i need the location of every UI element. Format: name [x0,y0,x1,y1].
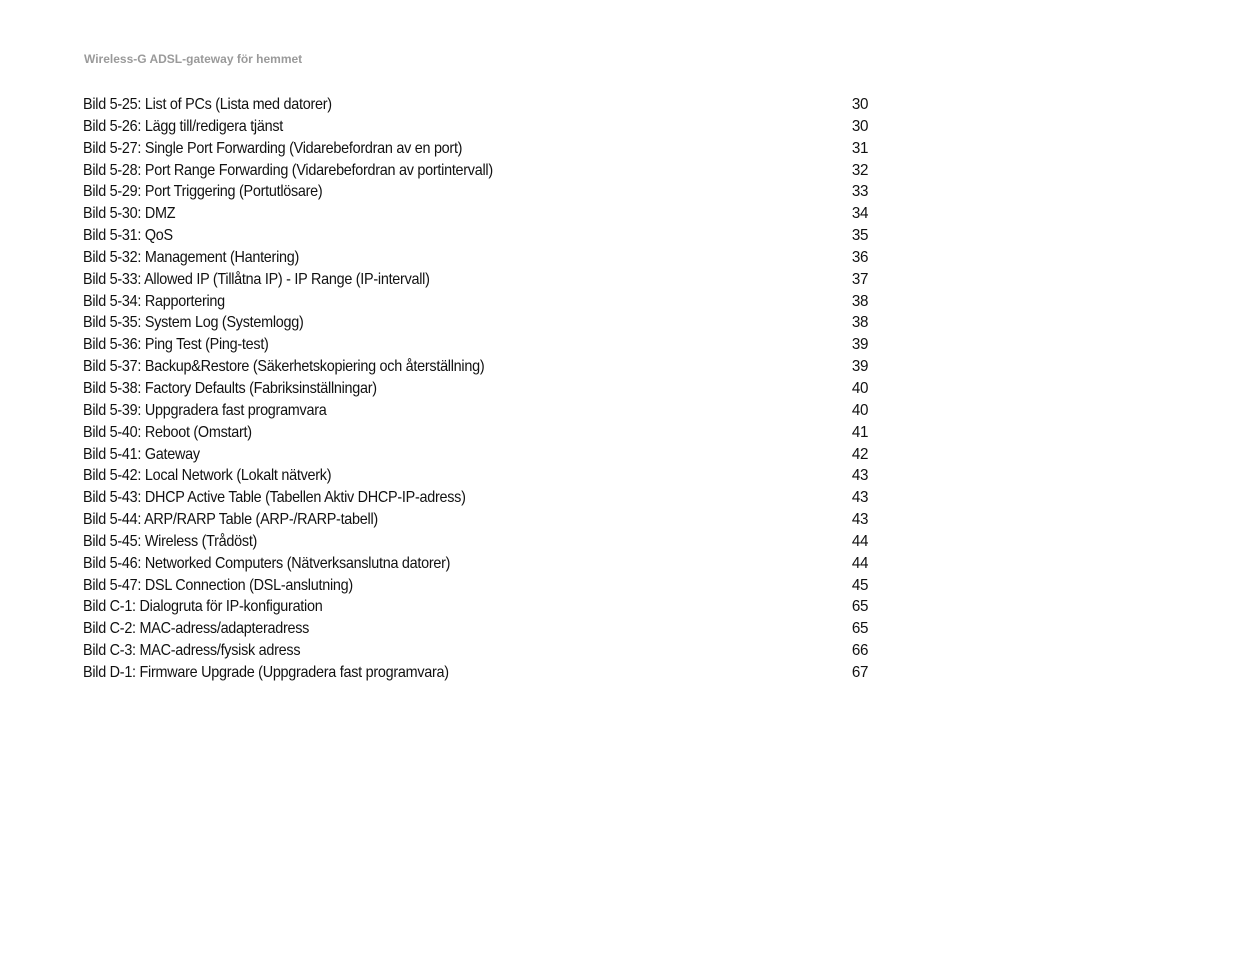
figure-page-number: 38 [851,314,868,332]
figure-page-number: 33 [851,183,868,201]
figure-entry [83,138,873,160]
figure-page-number: 42 [851,445,868,463]
figure-title: Bild 5-26: Lägg till/redigera tjänst [83,117,284,135]
figure-entry [83,225,873,247]
figure-page-number: 65 [851,620,868,638]
figure-title: Bild 5-35: System Log (Systemlogg) [83,314,304,332]
figure-entry [83,596,873,618]
figure-title: Bild 5-44: ARP/RARP Table (ARP-/RARP-tabell) [83,511,378,529]
figure-page-number: 43 [851,489,868,507]
figure-title: Bild 5-34: Rapportering [83,292,225,310]
figure-title: Bild 5-43: DHCP Active Table (Tabellen Aktiv DHCP-IP-adress) [83,489,466,507]
figure-title: Bild 5-28: Port Range Forwarding (Vidarebefordran av portintervall) [83,161,493,179]
figure-title: Bild 5-46: Networked Computers (Nätverksanslutna datorer) [83,554,451,572]
figure-entry [83,531,873,553]
figure-title: Bild 5-37: Backup&Restore (Säkerhetskopiering och återställning) [83,358,485,376]
figure-entry [83,94,873,116]
figure-page-number: 30 [851,117,868,135]
figure-title: Bild 5-40: Reboot (Omstart) [83,423,252,441]
figure-page-number: 30 [851,96,868,113]
figure-title: Bild 5-38: Factory Defaults (Fabriksinställningar) [83,379,377,397]
figure-title: Bild 5-27: Single Port Forwarding (Vidarebefordran av en port) [83,139,463,157]
figure-title: Bild 5-33: Allowed IP (Tillåtna IP) - IP Range (IP-intervall) [83,270,430,288]
figure-entry [83,203,873,225]
running-header: Wireless-G ADSL-gateway för hemmet [84,52,303,66]
figure-page-number: 38 [851,292,868,310]
figure-page-number: 66 [851,642,868,660]
figure-entry [83,334,873,356]
figure-entry [83,640,873,662]
figure-page-number: 43 [851,467,868,485]
figure-page-number: 44 [851,532,868,550]
figure-page-number: 65 [851,598,868,616]
figure-page-number: 44 [851,554,868,572]
figure-title: Bild 5-41: Gateway [83,445,200,463]
figure-title: Bild 5-25: List of PCs (Lista med datorer) [83,96,332,113]
figure-page-number: 39 [851,358,868,376]
figure-page-number: 40 [851,401,868,419]
figure-page-number: 45 [851,576,868,594]
figure-entry [83,618,873,640]
figure-entry [83,444,873,466]
figure-entry [83,378,873,400]
figure-title: Bild 5-42: Local Network (Lokalt nätverk) [83,467,332,485]
figure-page-number: 36 [851,248,868,266]
figure-entry [83,269,873,291]
figure-title: Bild 5-31: QoS [83,227,173,245]
figure-entry [83,291,873,313]
figure-page-number: 40 [851,379,868,397]
figure-entry [83,247,873,269]
figure-entry [83,553,873,575]
figure-entry [83,356,873,378]
figure-title: Bild 5-29: Port Triggering (Portutlösare) [83,183,323,201]
figure-title: Bild 5-36: Ping Test (Ping-test) [83,336,269,354]
figure-title: Bild C-3: MAC-adress/fysisk adress [83,642,301,660]
figure-entry [83,116,873,138]
figure-page-number: 43 [851,511,868,529]
figure-entry [83,312,873,334]
figure-title: Bild 5-30: DMZ [83,205,176,223]
figure-page-number: 34 [851,205,868,223]
figure-title: Bild 5-47: DSL Connection (DSL-anslutning) [83,576,353,594]
figure-page-number: 32 [851,161,868,179]
figure-page-number: 41 [851,423,868,441]
figure-page-number: 31 [851,139,868,157]
figure-entry [83,422,873,444]
figure-title: Bild C-1: Dialogruta för IP-konfiguration [83,598,323,616]
figure-page-number: 37 [851,270,868,288]
figure-entry [83,575,873,597]
figure-title: Bild 5-39: Uppgradera fast programvara [83,401,327,419]
figure-entry [83,465,873,487]
figure-page-number: 39 [851,336,868,354]
list-of-figures [83,94,873,684]
figure-page-number: 67 [851,663,868,681]
figure-entry [83,509,873,531]
figure-entry [83,487,873,509]
figure-entry [83,181,873,203]
figure-title: Bild C-2: MAC-adress/adapteradress [83,620,310,638]
figure-entry [83,662,873,684]
figure-page-number: 35 [851,227,868,245]
figure-title: Bild 5-32: Management (Hantering) [83,248,300,266]
figure-entry [83,400,873,422]
figure-title: Bild D-1: Firmware Upgrade (Uppgradera fast programvara) [83,663,449,681]
figure-entry [83,160,873,182]
figure-title: Bild 5-45: Wireless (Trådöst) [83,532,258,550]
